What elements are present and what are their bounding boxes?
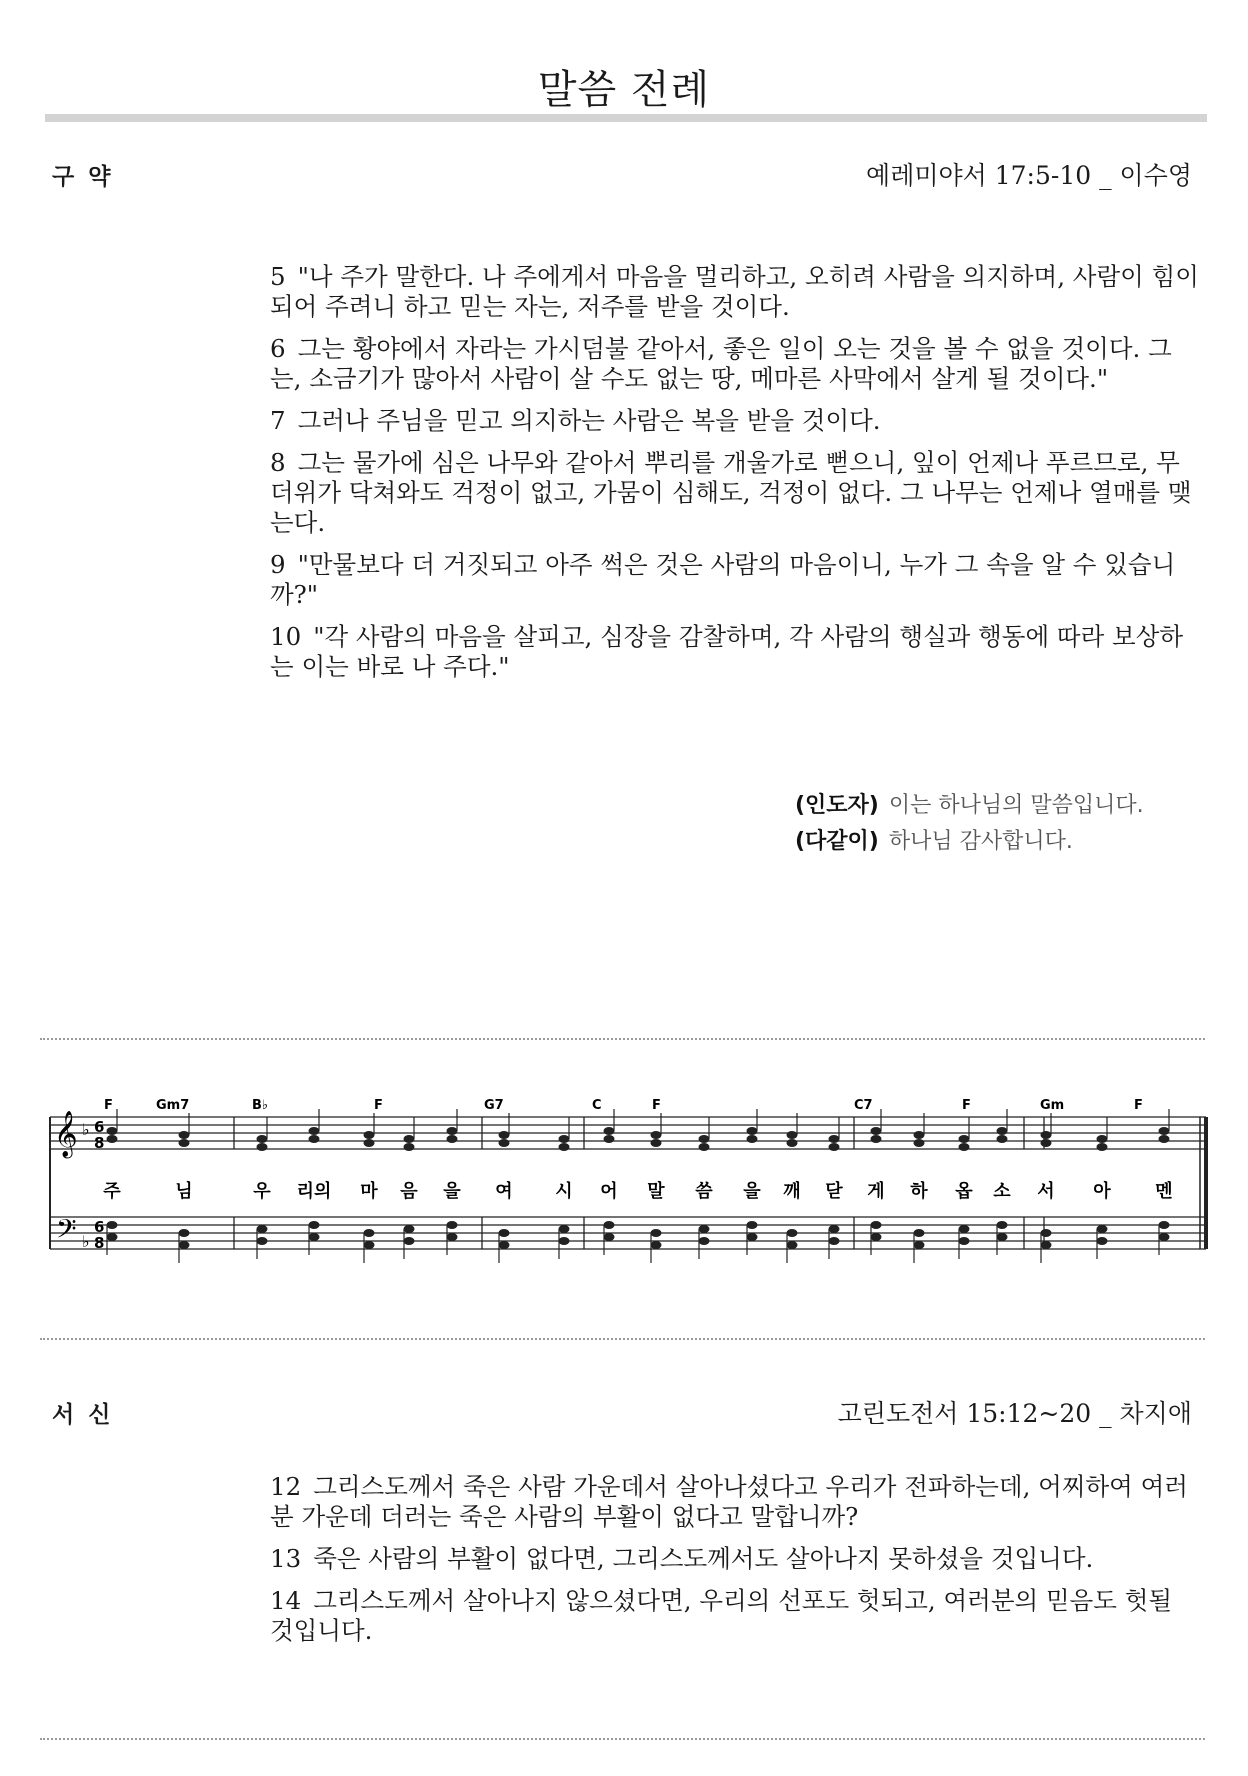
- lyric-syllable: 어: [600, 1181, 618, 1202]
- verse-number: 12: [270, 1472, 302, 1501]
- note-head: [179, 1131, 190, 1139]
- verse: [270, 406, 1200, 436]
- lyric-syllable: 우: [253, 1181, 271, 1202]
- note-head: [871, 1127, 882, 1135]
- time-signature-top: 6: [94, 1218, 105, 1236]
- staff-lines: [50, 1111, 1206, 1251]
- note-head: [257, 1237, 268, 1245]
- time-signature-bottom: 8: [94, 1234, 105, 1252]
- verse: [270, 262, 1200, 322]
- chord-symbol: F: [652, 1098, 661, 1113]
- note-head: [1159, 1135, 1170, 1143]
- note-head: [447, 1221, 458, 1229]
- note-head: [1041, 1241, 1052, 1249]
- note-head: [179, 1229, 190, 1237]
- note-head: [404, 1237, 415, 1245]
- key-flat-icon: ♭: [82, 1120, 90, 1139]
- note-head: [829, 1143, 840, 1151]
- lyric-syllable: 리의: [296, 1181, 332, 1202]
- note-head: [1159, 1221, 1170, 1229]
- treble-clef-icon: 𝄞: [54, 1111, 78, 1157]
- old-testament-verses: [270, 262, 1200, 694]
- chord-symbol: C7: [854, 1098, 873, 1113]
- response-text: 이는 하나님의 말씀입니다.: [888, 793, 1144, 818]
- note-head: [559, 1135, 570, 1143]
- note-head: [404, 1225, 415, 1233]
- verse-text: 그는 황야에서 자라는 가시덤불 같아서, 좋은 일이 오는 것을 볼 수 없을 것이다. 그는, 소금기가 많아서 사람이 살 수도 없는 땅, 메마른 사막에서 살게 될 것이다.": [270, 334, 1172, 393]
- score-marks: [94, 1098, 1173, 1263]
- note-head: [309, 1135, 320, 1143]
- note-head: [309, 1233, 320, 1241]
- note-head: [447, 1233, 458, 1241]
- note-head: [107, 1135, 118, 1143]
- lyric-syllable: 하: [910, 1181, 928, 1202]
- note-head: [871, 1135, 882, 1143]
- verse-text: 그리스도께서 죽은 사람 가운데서 살아나셨다고 우리가 전파하는데, 어찌하여 여러분 가운데 더러는 죽은 사람의 부활이 없다고 말합니까?: [270, 1472, 1188, 1531]
- verse-number: 9: [270, 550, 286, 579]
- verse-text: 그리스도께서 살아나지 않으셨다면, 우리의 선포도 헛되고, 여러분의 믿음도 헛될 것입니다.: [270, 1586, 1173, 1645]
- note-head: [447, 1127, 458, 1135]
- note-head: [747, 1127, 758, 1135]
- note-head: [959, 1135, 970, 1143]
- lyric-syllable: 시: [555, 1181, 573, 1202]
- epistle-verses: [270, 1472, 1200, 1658]
- note-head: [179, 1241, 190, 1249]
- note-head: [1097, 1237, 1108, 1245]
- note-head: [364, 1229, 375, 1237]
- lyric-syllable: 을: [743, 1181, 761, 1202]
- note-head: [959, 1237, 970, 1245]
- bass-clef-icon: 𝄢: [56, 1213, 77, 1251]
- response-text: 하나님 감사합니다.: [888, 829, 1073, 854]
- note-head: [699, 1225, 710, 1233]
- verse: [270, 1544, 1200, 1574]
- lyric-syllable: 마: [360, 1181, 378, 1202]
- verse-text: 죽은 사람의 부활이 없다면, 그리스도께서도 살아나지 못하셨을 것입니다.: [313, 1544, 1094, 1573]
- chord-symbol: G7: [484, 1098, 504, 1113]
- dotted-divider: [40, 1738, 1205, 1740]
- verse-text: 그는 물가에 심은 나무와 같아서 뿌리를 개울가로 뻗으니, 잎이 언제나 푸르므로, 무더위가 닥쳐와도 걱정이 없고, 가뭄이 심해도, 걱정이 없다. 그 나무는 언제나 열매를 맺는다.: [270, 448, 1192, 537]
- note-head: [257, 1225, 268, 1233]
- note-head: [257, 1135, 268, 1143]
- note-head: [364, 1139, 375, 1147]
- note-head: [651, 1229, 662, 1237]
- note-head: [959, 1225, 970, 1233]
- verse-number: 7: [270, 406, 286, 435]
- verse: [270, 550, 1200, 610]
- verse: [270, 1586, 1200, 1646]
- lyric-syllable: 소: [993, 1181, 1011, 1202]
- note-head: [914, 1229, 925, 1237]
- dotted-divider: [40, 1038, 1205, 1040]
- note-head: [604, 1135, 615, 1143]
- note-head: [829, 1237, 840, 1245]
- note-head: [1159, 1233, 1170, 1241]
- verse-number: 13: [270, 1544, 302, 1573]
- note-head: [179, 1139, 190, 1147]
- lyric-syllable: 옵: [955, 1181, 973, 1202]
- epistle-reference: 고린도전서 15:12~20 _ 차지애: [837, 1399, 1192, 1428]
- note-head: [1097, 1135, 1108, 1143]
- lyric-syllable: 서: [1037, 1181, 1055, 1202]
- verse-text: "만물보다 더 거짓되고 아주 썩은 것은 사람의 마음이니, 누가 그 속을 알 수 있습니까?": [270, 550, 1176, 609]
- note-head: [1159, 1127, 1170, 1135]
- note-head: [1041, 1131, 1052, 1139]
- chord-symbol: C: [592, 1098, 602, 1113]
- chord-symbol: F: [1134, 1098, 1143, 1113]
- note-head: [499, 1229, 510, 1237]
- note-head: [997, 1221, 1008, 1229]
- lyric-syllable: 닫: [825, 1181, 843, 1202]
- note-head: [699, 1237, 710, 1245]
- lyric-syllable: 님: [175, 1181, 193, 1202]
- note-head: [651, 1241, 662, 1249]
- verse-text: 그러나 주님을 믿고 의지하는 사람은 복을 받을 것이다.: [297, 406, 881, 435]
- note-head: [107, 1233, 118, 1241]
- note-head: [107, 1127, 118, 1135]
- verse-number: 10: [270, 622, 302, 651]
- note-head: [914, 1139, 925, 1147]
- note-head: [651, 1131, 662, 1139]
- note-head: [829, 1135, 840, 1143]
- lyric-syllable: 깨: [783, 1181, 801, 1202]
- lyric-syllable: 게: [867, 1181, 885, 1202]
- lyric-syllable: 주: [103, 1181, 121, 1202]
- note-head: [997, 1127, 1008, 1135]
- old-testament-reference: 예레미야서 17:5-10 _ 이수영: [866, 161, 1192, 190]
- chord-symbol: Gm7: [156, 1098, 190, 1113]
- key-flat-icon: ♭: [82, 1232, 90, 1251]
- lyric-syllable: 아: [1093, 1181, 1111, 1202]
- old-testament-label: 구 약: [52, 164, 114, 190]
- dotted-divider: [40, 1338, 1205, 1340]
- chord-symbol: F: [962, 1098, 971, 1113]
- chord-symbol: Gm: [1040, 1098, 1065, 1113]
- note-head: [787, 1131, 798, 1139]
- verse: [270, 1472, 1200, 1532]
- note-head: [651, 1139, 662, 1147]
- note-head: [871, 1233, 882, 1241]
- epistle-label: 서 신: [52, 1402, 114, 1428]
- note-head: [997, 1135, 1008, 1143]
- lyric-syllable: 말: [647, 1181, 665, 1202]
- verse-number: 14: [270, 1586, 302, 1615]
- page-title: 말씀 전례: [537, 67, 711, 113]
- note-head: [829, 1225, 840, 1233]
- note-head: [107, 1221, 118, 1229]
- title-divider: [45, 114, 1207, 122]
- note-head: [1041, 1139, 1052, 1147]
- note-head: [559, 1237, 570, 1245]
- verse: [270, 448, 1200, 538]
- note-head: [499, 1241, 510, 1249]
- note-head: [499, 1131, 510, 1139]
- note-head: [1097, 1143, 1108, 1151]
- note-head: [787, 1229, 798, 1237]
- note-head: [1097, 1225, 1108, 1233]
- note-head: [747, 1233, 758, 1241]
- response-all: [795, 824, 1073, 860]
- lyric-syllable: 씀: [695, 1181, 713, 1202]
- chord-symbol: F: [104, 1098, 113, 1113]
- note-head: [747, 1135, 758, 1143]
- note-head: [404, 1143, 415, 1151]
- chord-symbol: F: [374, 1098, 383, 1113]
- response-speaker: (인도자): [795, 793, 879, 818]
- lyric-syllable: 여: [495, 1181, 513, 1202]
- verse-number: 6: [270, 334, 286, 363]
- note-head: [604, 1221, 615, 1229]
- note-head: [404, 1135, 415, 1143]
- time-signature-bottom: 8: [94, 1134, 105, 1152]
- note-head: [1041, 1229, 1052, 1237]
- note-head: [914, 1131, 925, 1139]
- note-head: [499, 1139, 510, 1147]
- note-head: [364, 1131, 375, 1139]
- note-head: [257, 1143, 268, 1151]
- note-head: [309, 1221, 320, 1229]
- note-head: [914, 1241, 925, 1249]
- verse-number: 5: [270, 262, 286, 291]
- note-head: [309, 1127, 320, 1135]
- verse: [270, 622, 1200, 682]
- note-head: [604, 1233, 615, 1241]
- verse-text: "각 사람의 마음을 살피고, 심장을 감찰하며, 각 사람의 행실과 행동에 따라 보상하는 이는 바로 나 주다.": [270, 622, 1184, 681]
- note-head: [787, 1139, 798, 1147]
- verse-number: 8: [270, 448, 286, 477]
- note-head: [604, 1127, 615, 1135]
- note-head: [699, 1135, 710, 1143]
- note-head: [559, 1143, 570, 1151]
- note-head: [871, 1221, 882, 1229]
- response-leader: [795, 788, 1144, 824]
- time-signature-top: 6: [94, 1118, 105, 1136]
- note-head: [787, 1241, 798, 1249]
- verse-text: "나 주가 말한다. 나 주에게서 마음을 멀리하고, 오히려 사람을 의지하며, 사람이 힘이 되어 주려니 하고 믿는 자는, 저주를 받을 것이다.: [270, 262, 1199, 321]
- response-speaker: (다같이): [795, 829, 879, 854]
- note-head: [997, 1233, 1008, 1241]
- note-head: [747, 1221, 758, 1229]
- note-head: [447, 1135, 458, 1143]
- chord-symbol: B♭: [252, 1098, 269, 1113]
- music-score: [44, 1095, 1214, 1285]
- note-head: [699, 1143, 710, 1151]
- verse: [270, 334, 1200, 394]
- lyric-syllable: 을: [443, 1181, 461, 1202]
- note-head: [364, 1241, 375, 1249]
- lyric-syllable: 음: [400, 1181, 418, 1202]
- lyric-syllable: 멘: [1155, 1181, 1173, 1202]
- note-head: [959, 1143, 970, 1151]
- note-head: [559, 1225, 570, 1233]
